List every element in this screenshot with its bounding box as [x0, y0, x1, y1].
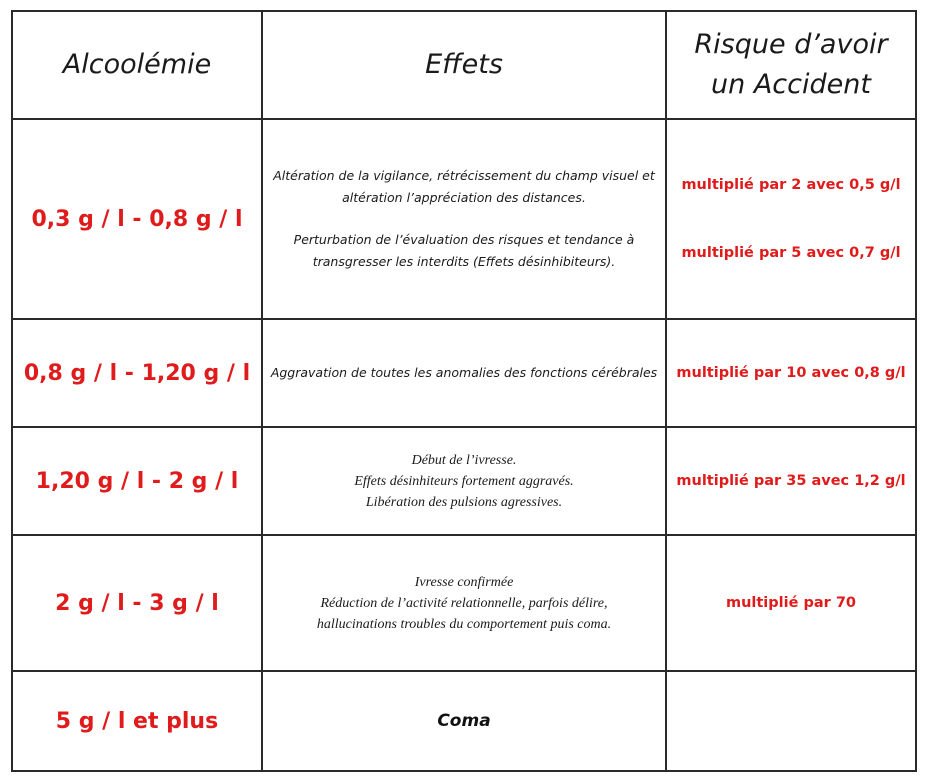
risk-text: multiplié par 2 avec 0,5 g/l: [681, 177, 901, 193]
header-effets: Effets: [262, 11, 666, 119]
effect-text: Effets désinhiteurs fortement aggravés.: [354, 473, 574, 489]
table-row: [12, 427, 916, 535]
header-risque: [666, 11, 916, 119]
header-risque-line2: un Accident: [711, 69, 871, 100]
risk-cell: [666, 535, 916, 671]
table-row: [12, 319, 916, 427]
alcohol-level: 2 g / l - 3 g / l: [12, 535, 262, 671]
effect-text: Aggravation de toutes les anomalies des fonctions cérébrales: [270, 365, 658, 380]
effect-text: Libération des pulsions agressives.: [365, 494, 563, 510]
effect-text: hallucinations troubles du comportement puis coma.: [316, 616, 612, 632]
table-row: [12, 671, 916, 771]
table-row: [12, 119, 916, 319]
effects-cell: [262, 427, 666, 535]
alcohol-level: 1,20 g / l - 2 g / l: [12, 427, 262, 535]
effects-cell: [262, 535, 666, 671]
effects-cell: Coma: [262, 671, 666, 771]
risk-text: multiplié par 5 avec 0,7 g/l: [681, 245, 901, 261]
effect-text: Perturbation de l’évaluation des risques et tendance à transgresser les interdits (Effets désinhibiteurs).: [293, 232, 635, 269]
effects-cell: [262, 119, 666, 319]
effect-text: Altération de la vigilance, rétrécissement du champ visuel et altération l’appréciation des distances.: [273, 168, 655, 205]
effect-text: Ivresse confirmée: [414, 574, 514, 590]
table-row: [12, 535, 916, 671]
header-risque-line1: Risque d’avoir: [694, 29, 888, 60]
alcohol-level: 0,3 g / l - 0,8 g / l: [12, 119, 262, 319]
effect-text: Réduction de l’activité relationnelle, parfois délire,: [320, 595, 608, 611]
risk-text: multiplié par 70: [725, 595, 857, 611]
alcohol-level: 5 g / l et plus: [12, 671, 262, 771]
effect-text: Début de l’ivresse.: [411, 452, 517, 468]
risk-text: multiplié par 10 avec 0,8 g/l: [676, 365, 906, 381]
risk-cell: [666, 319, 916, 427]
risk-cell-empty: [666, 671, 916, 771]
alcohol-effects-table: [11, 10, 917, 772]
risk-cell: [666, 119, 916, 319]
header-alcoolemie: Alcoolémie: [12, 11, 262, 119]
header-row: [12, 11, 916, 119]
effects-cell: [262, 319, 666, 427]
risk-text: multiplié par 35 avec 1,2 g/l: [676, 473, 906, 489]
alcohol-level: 0,8 g / l - 1,20 g / l: [12, 319, 262, 427]
risk-cell: [666, 427, 916, 535]
